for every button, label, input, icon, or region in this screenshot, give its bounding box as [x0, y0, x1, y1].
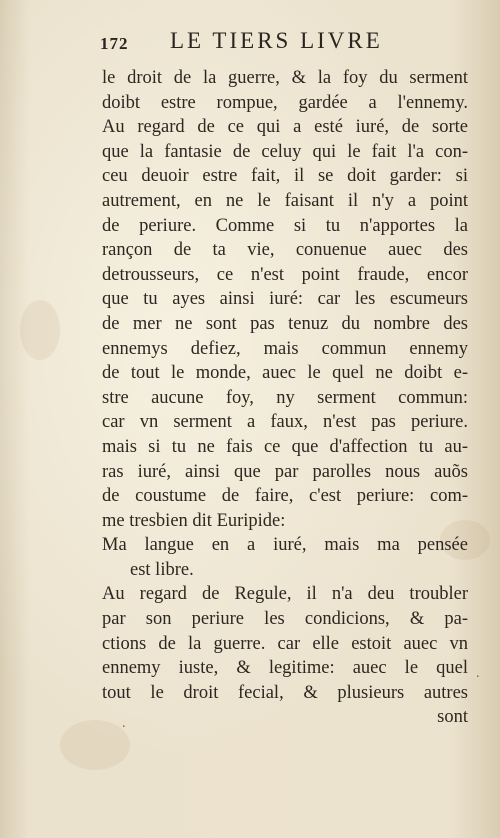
text-line: Au regard de ce qui a esté iuré, de sorte	[102, 117, 468, 138]
text-line: que la fantasie de celuy qui le fait l'a con-	[102, 141, 468, 162]
margin-dot: .	[476, 666, 480, 681]
text-line: mais si tu ne fais ce que d'affection tu au-	[102, 436, 468, 457]
text-line: de coustume de faire, c'est periure: com-	[102, 486, 468, 507]
paper-stain	[20, 300, 60, 360]
text-line: que tu ayes ainsi iuré: car les escumeurs	[102, 289, 468, 310]
text-line: stre aucune foy, ny serment commun:	[102, 387, 468, 408]
catchword: sont	[437, 707, 468, 728]
text-line: car vn serment a faux, n'est pas periure.	[102, 412, 468, 433]
text-line: tout le droit fecial, & plusieurs autres	[102, 682, 468, 703]
text-line: ceu deuoir estre fait, il se doit garder: si	[102, 166, 468, 187]
text-line: ctions de la guerre. car elle estoit auec vn	[102, 633, 468, 654]
text-line: par son periure les condicions, & pa-	[102, 609, 468, 630]
text-line: doibt estre rompue, gardée a l'ennemy.	[102, 92, 468, 113]
text-line: autrement, en ne le faisant il n'y a point	[102, 190, 468, 211]
text-line: ennemys defiez, mais commun ennemy	[102, 338, 468, 359]
text-line: de periure. Comme si tu n'apportes la	[102, 215, 468, 236]
text-line: Au regard de Regule, il n'a deu troubler	[102, 584, 468, 605]
text-line: de mer ne sont pas tenuz du nombre des	[102, 313, 468, 334]
quote-line: Ma langue en a iuré, mais ma pensée	[102, 535, 468, 556]
text-line: ras iuré, ainsi que par parolles nous auõs	[102, 461, 468, 482]
text-line: ennemy iuste, & legitime: auec le quel	[102, 658, 468, 679]
text-line: detrousseurs, ce n'est point fraude, encor	[102, 264, 468, 285]
page-number: 172	[100, 34, 129, 53]
text-line: le droit de la guerre, & la foy du serment	[102, 68, 468, 88]
margin-dot: .	[122, 716, 126, 731]
text-line: me tresbien dit Euripide:	[102, 510, 286, 531]
body-text	[102, 66, 468, 730]
text-line: rançon de ta vie, conuenue auec des	[102, 240, 468, 261]
running-head: LE TIERS LIVRE	[170, 28, 383, 53]
text-line: de tout le monde, auec le quel ne doibt e-	[102, 363, 468, 384]
quote-line: est libre.	[130, 559, 194, 580]
